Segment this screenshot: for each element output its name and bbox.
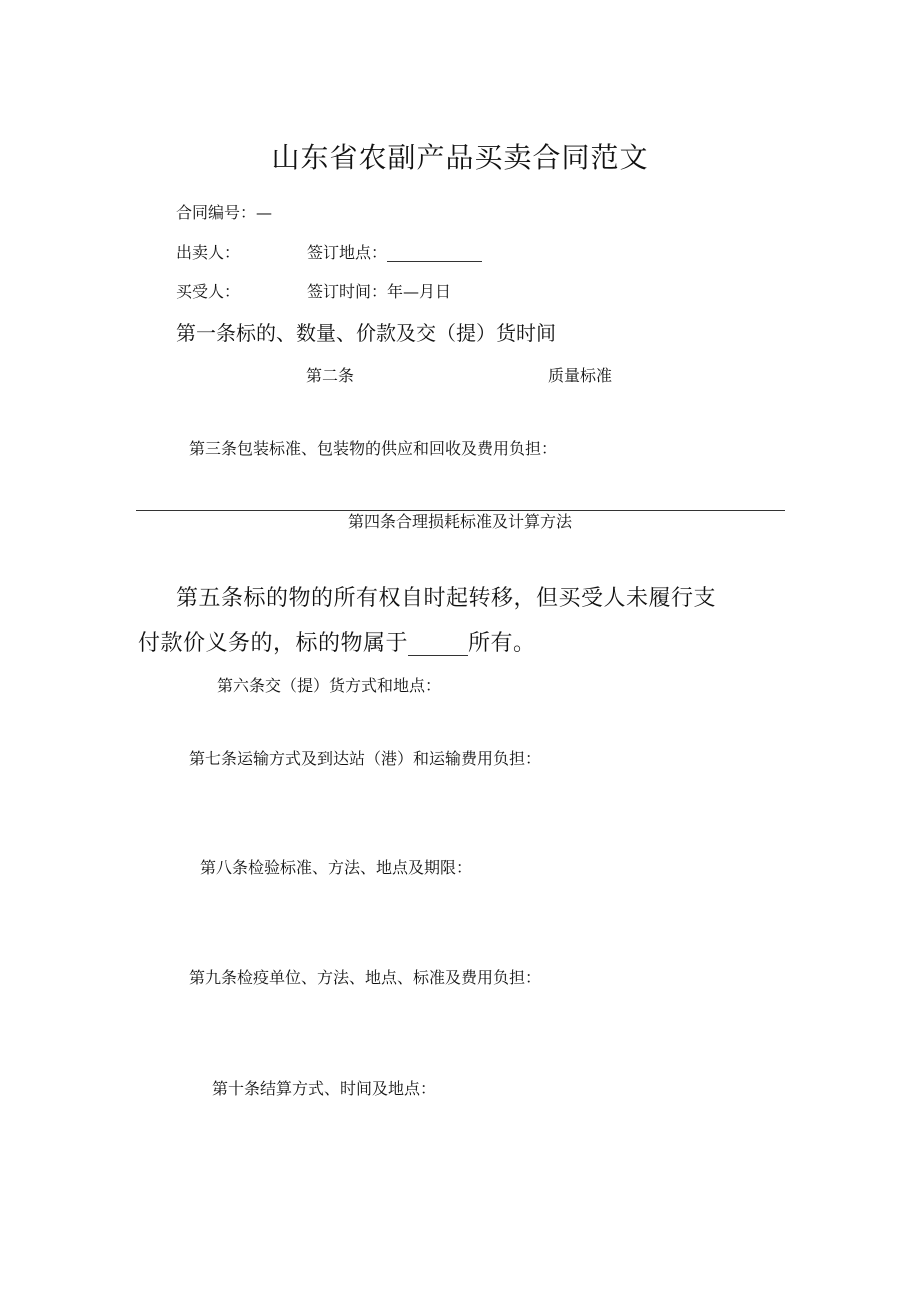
clause-5-line-1: 第五条标的物的所有权自时起转移，但买受人未履行支	[176, 586, 717, 611]
clause-5-line-2	[138, 633, 536, 656]
clause-1: 第一条标的、数量、价款及交（提）货时间	[176, 321, 556, 345]
sign-place	[307, 245, 482, 262]
sign-place-label: 签订地点：	[307, 243, 388, 262]
sign-time: 签订时间：年—月日	[307, 282, 452, 301]
clause-10: 第十条结算方式、时间及地点：	[212, 1079, 437, 1098]
document-title: 山东省农副产品买卖合同范文	[271, 141, 649, 174]
clause-4: 第四条合理损耗标准及计算方法	[347, 512, 572, 531]
clause-6: 第六条交（提）货方式和地点：	[217, 676, 442, 695]
clause-8: 第八条检验标准、方法、地点及期限：	[200, 858, 473, 877]
clause-7: 第七条运输方式及到达站（港）和运输费用负担：	[189, 749, 542, 768]
clause-9: 第九条检疫单位、方法、地点、标准及费用负担：	[189, 968, 542, 987]
contract-number: 合同编号：—	[176, 203, 273, 222]
seller-label: 出卖人：	[176, 243, 241, 262]
horizontal-rule	[136, 510, 785, 511]
buyer-label: 买受人：	[176, 282, 241, 301]
owner-blank	[408, 633, 468, 656]
clause-2-title: 质量标准	[548, 366, 613, 385]
clause-3: 第三条包装标准、包装物的供应和回收及费用负担：	[189, 439, 558, 458]
sign-place-blank	[387, 245, 482, 262]
clause-5-text-a: 付款价义务的，标的物属于	[138, 631, 409, 656]
clause-5-text-b: 所有。	[468, 631, 536, 656]
clause-2-number: 第二条	[306, 366, 355, 385]
